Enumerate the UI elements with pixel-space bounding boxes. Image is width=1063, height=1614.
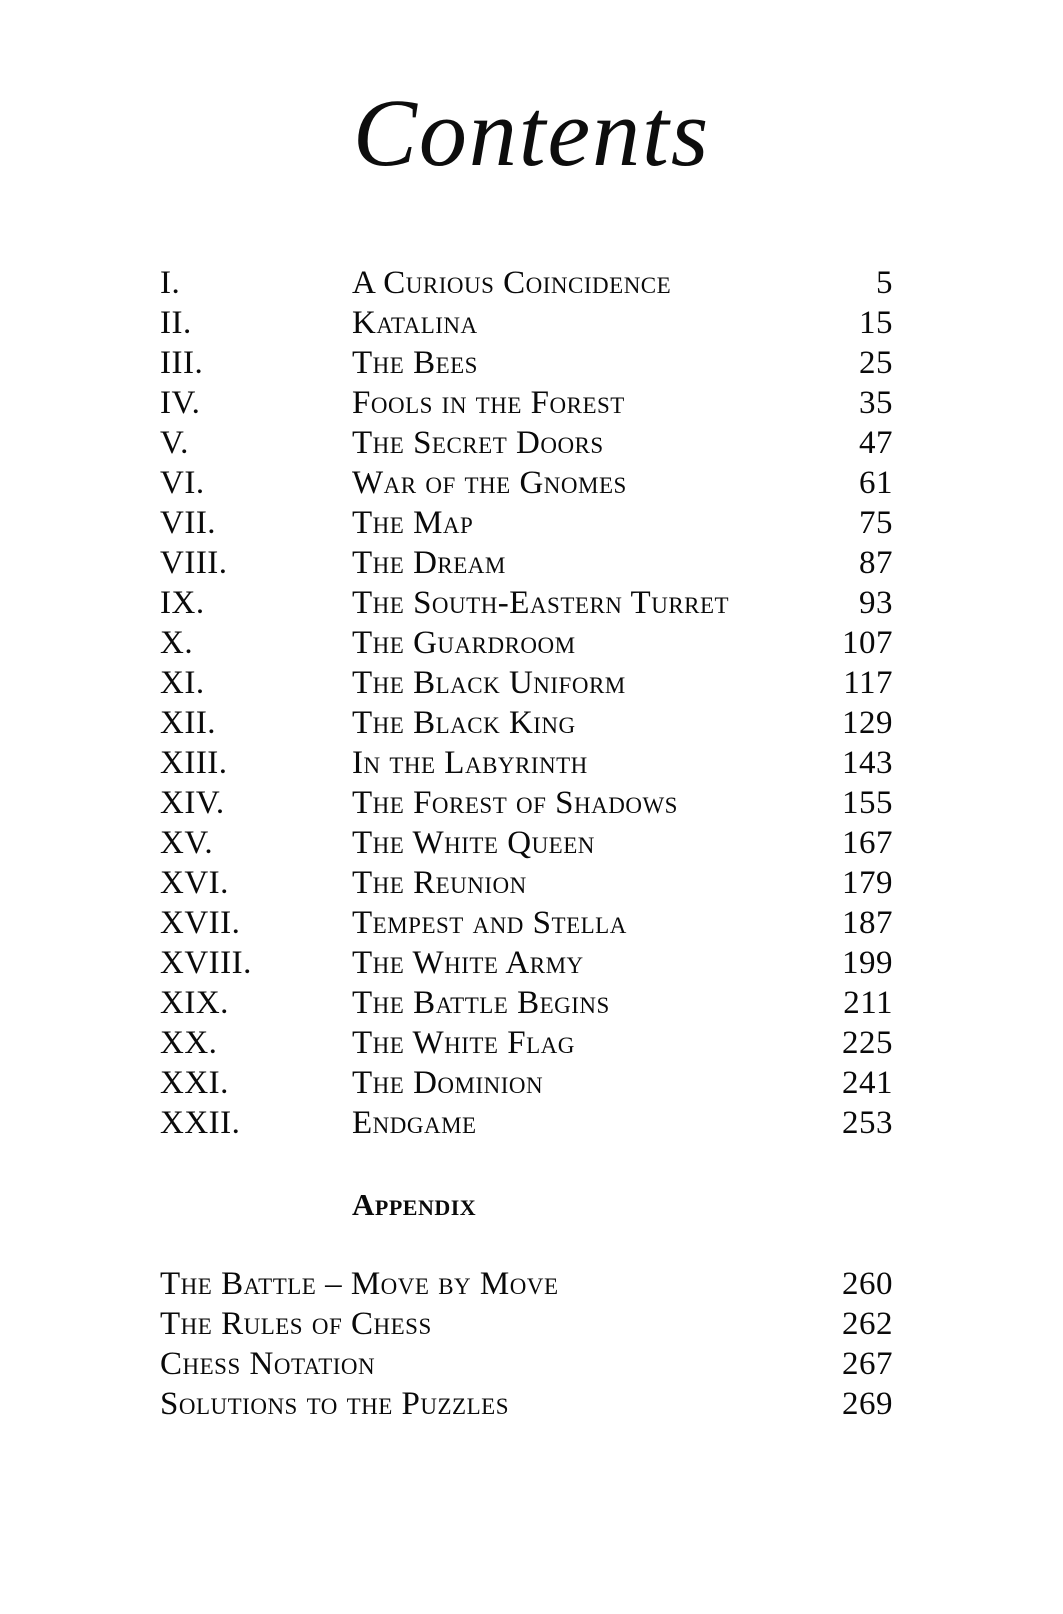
- toc-row: [160, 385, 893, 425]
- chapter-title: The Battle Begins: [352, 985, 610, 1022]
- chapter-numeral: XVII.: [160, 905, 241, 942]
- toc-row: [160, 905, 893, 945]
- chapter-numeral: XVI.: [160, 865, 229, 902]
- chapter-title: The Secret Doors: [352, 425, 604, 462]
- chapter-numeral: XI.: [160, 665, 205, 702]
- chapter-title: The Map: [352, 505, 474, 542]
- chapter-page-number: 199: [842, 945, 893, 982]
- chapter-page-number: 5: [876, 265, 893, 302]
- toc-row: [160, 705, 893, 745]
- chapter-numeral: XXI.: [160, 1065, 229, 1102]
- toc-row: [160, 545, 893, 585]
- appendix-page-number: 260: [842, 1266, 893, 1303]
- toc-row: [160, 425, 893, 465]
- chapter-numeral: VIII.: [160, 545, 228, 582]
- chapter-page-number: 61: [859, 465, 893, 502]
- appendix-item-title: Chess Notation: [160, 1346, 376, 1383]
- toc-row: [160, 1065, 893, 1105]
- chapter-title: Katalina: [352, 305, 478, 342]
- toc-row: [160, 665, 893, 705]
- chapter-page-number: 179: [842, 865, 893, 902]
- chapter-list: [160, 265, 893, 1145]
- chapter-page-number: 107: [842, 625, 893, 662]
- chapter-title: The White Flag: [352, 1025, 575, 1062]
- chapter-page-number: 143: [842, 745, 893, 782]
- appendix-page-number: 269: [842, 1386, 893, 1423]
- appendix-item-title: The Rules of Chess: [160, 1306, 432, 1343]
- chapter-page-number: 225: [842, 1025, 893, 1062]
- chapter-title: The Bees: [352, 345, 478, 382]
- appendix-page-number: 267: [842, 1346, 893, 1383]
- chapter-numeral: XX.: [160, 1025, 218, 1062]
- chapter-title: Tempest and Stella: [352, 905, 627, 942]
- toc-row: [160, 785, 893, 825]
- chapter-title: The White Army: [352, 945, 584, 982]
- chapter-title: War of the Gnomes: [352, 465, 627, 502]
- toc-row: [160, 345, 893, 385]
- chapter-title: The Forest of Shadows: [352, 785, 678, 822]
- chapter-title: The Black Uniform: [352, 665, 626, 702]
- chapter-page-number: 15: [859, 305, 893, 342]
- chapter-title: Endgame: [352, 1105, 477, 1142]
- chapter-numeral: VII.: [160, 505, 217, 542]
- chapter-page-number: 25: [859, 345, 893, 382]
- chapter-page-number: 187: [842, 905, 893, 942]
- chapter-title: The Black King: [352, 705, 576, 742]
- toc-row: [160, 265, 893, 305]
- chapter-page-number: 47: [859, 425, 893, 462]
- chapter-numeral: VI.: [160, 465, 205, 502]
- chapter-title: Fools in the Forest: [352, 385, 625, 422]
- toc-row: [160, 585, 893, 625]
- appendix-item-title: Solutions to the Puzzles: [160, 1386, 509, 1423]
- appendix-row: [160, 1386, 893, 1426]
- chapter-title: In the Labyrinth: [352, 745, 588, 782]
- chapter-page-number: 241: [842, 1065, 893, 1102]
- chapter-title: The Dream: [352, 545, 506, 582]
- appendix-list: [160, 1266, 893, 1426]
- chapter-title: A Curious Coincidence: [352, 265, 672, 302]
- chapter-numeral: XII.: [160, 705, 217, 742]
- chapter-page-number: 167: [842, 825, 893, 862]
- chapter-page-number: 155: [842, 785, 893, 822]
- chapter-numeral: IV.: [160, 385, 201, 422]
- chapter-numeral: I.: [160, 265, 181, 302]
- chapter-title: The Guardroom: [352, 625, 576, 662]
- chapter-numeral: XV.: [160, 825, 214, 862]
- chapter-numeral: V.: [160, 425, 189, 462]
- chapter-page-number: 253: [842, 1105, 893, 1142]
- appendix-heading: Appendix: [352, 1187, 477, 1223]
- toc-row: [160, 625, 893, 665]
- appendix-page-number: 262: [842, 1306, 893, 1343]
- chapter-page-number: 117: [843, 665, 893, 702]
- chapter-page-number: 211: [843, 985, 893, 1022]
- chapter-numeral: XXII.: [160, 1105, 241, 1142]
- chapter-numeral: XVIII.: [160, 945, 252, 982]
- toc-row: [160, 505, 893, 545]
- toc-row: [160, 865, 893, 905]
- chapter-numeral: XIII.: [160, 745, 228, 782]
- chapter-page-number: 87: [859, 545, 893, 582]
- chapter-numeral: X.: [160, 625, 194, 662]
- toc-row: [160, 305, 893, 345]
- chapter-page-number: 93: [859, 585, 893, 622]
- toc-row: [160, 985, 893, 1025]
- appendix-row: [160, 1266, 893, 1306]
- chapter-title: The White Queen: [352, 825, 595, 862]
- appendix-heading-wrap: [160, 1185, 893, 1225]
- chapter-title: The Dominion: [352, 1065, 544, 1102]
- chapter-numeral: IX.: [160, 585, 205, 622]
- chapter-numeral: III.: [160, 345, 204, 382]
- toc-row: [160, 945, 893, 985]
- appendix-row: [160, 1346, 893, 1386]
- chapter-page-number: 129: [842, 705, 893, 742]
- toc-row: [160, 465, 893, 505]
- chapter-numeral: XIX.: [160, 985, 229, 1022]
- chapter-numeral: XIV.: [160, 785, 225, 822]
- appendix-row: [160, 1306, 893, 1346]
- toc-row: [160, 1105, 893, 1145]
- chapter-page-number: 35: [859, 385, 893, 422]
- page-title: Contents: [352, 79, 711, 186]
- chapter-page-number: 75: [859, 505, 893, 542]
- toc-row: [160, 825, 893, 865]
- appendix-item-title: The Battle – Move by Move: [160, 1266, 559, 1303]
- chapter-title: The South-Eastern Turret: [352, 585, 730, 622]
- toc-row: [160, 745, 893, 785]
- toc-row: [160, 1025, 893, 1065]
- chapter-title: The Reunion: [352, 865, 527, 902]
- chapter-numeral: II.: [160, 305, 192, 342]
